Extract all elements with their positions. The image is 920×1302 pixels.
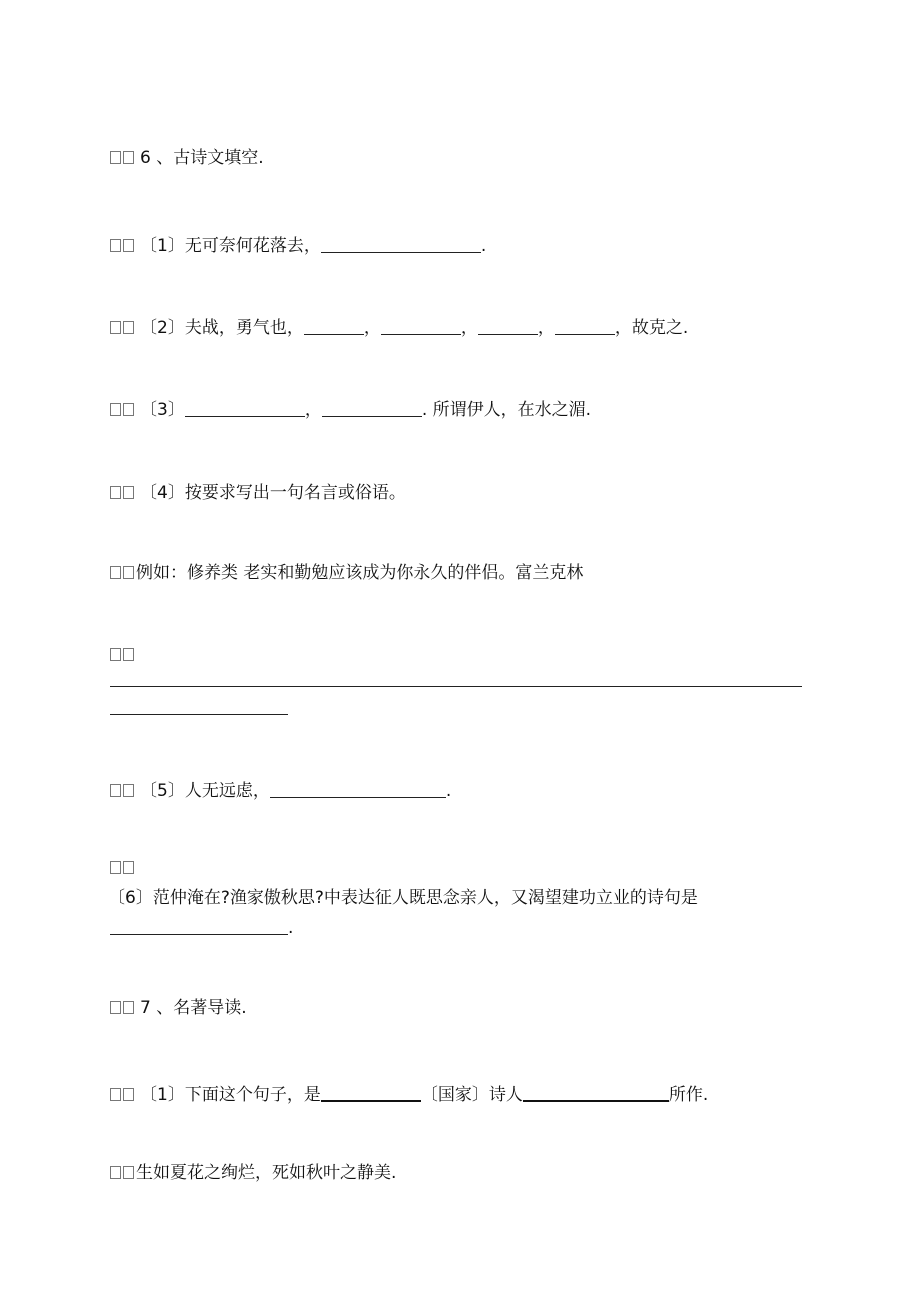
q6-item-2-blank-3[interactable] [478, 318, 538, 335]
q6-item-6-suffix: . [288, 918, 294, 938]
q6-item-3-sep: ， [304, 400, 322, 420]
q6-item-2 [110, 318, 688, 338]
q7-item-1-mid: 〔国家〕诗人 [420, 1085, 523, 1105]
placeholder-glyphs [110, 483, 136, 503]
q6-item-2-blank-4[interactable] [555, 318, 615, 335]
q6-item-5-prefix: 〔5〕人无远虑， [140, 781, 270, 801]
q6-item-1-suffix: . [480, 236, 487, 256]
q6-item-5-blank[interactable] [270, 781, 446, 798]
placeholder-glyphs [110, 781, 136, 801]
q6-item-5 [110, 781, 451, 801]
placeholder-glyphs [110, 998, 136, 1018]
placeholder-glyphs [110, 858, 136, 878]
q6-example-text: 例如：修养类 老实和勤勉应该成为你永久的伴侣。富兰克林 [136, 563, 584, 583]
q6-item-6-answer [110, 918, 293, 938]
q6-item-1 [110, 236, 486, 256]
q7-item-1-blank-poet[interactable] [523, 1084, 669, 1102]
q7-item-1-prefix: 〔1〕下面这个句子，是 [140, 1085, 321, 1105]
q6-item-5-suffix: . [445, 781, 452, 801]
placeholder-glyphs [110, 1085, 136, 1105]
q6-item-3-blank-2[interactable] [322, 400, 422, 417]
q6-item-6-blank[interactable] [110, 918, 288, 935]
placeholder-glyphs [110, 1163, 136, 1183]
placeholder-glyphs [110, 236, 136, 256]
placeholder-glyphs [110, 400, 136, 420]
q6-item-2-sep-1: ， [363, 318, 381, 338]
question-7-title-text: 7 、名著导读. [140, 998, 247, 1018]
q7-quote [110, 1163, 396, 1183]
question-7-title [110, 998, 247, 1018]
q6-item-3-prefix: 〔3〕 [140, 400, 185, 420]
question-6-title [110, 148, 264, 168]
q6-example [110, 563, 583, 583]
q6-item-3-suffix: . 所谓伊人，在水之湄. [421, 400, 592, 420]
q7-item-1-suffix: 所作. [668, 1085, 709, 1105]
q6-item-4 [110, 483, 406, 503]
q6-item-1-blank[interactable] [321, 236, 481, 253]
q6-item-2-sep-2: ， [460, 318, 478, 338]
q6-item-6-marker [110, 858, 140, 878]
placeholder-glyphs [110, 563, 136, 583]
q6-item-2-sep-3: ， [537, 318, 555, 338]
q6-item-3-blank-1[interactable] [185, 400, 305, 417]
q6-item-3 [110, 400, 591, 420]
q7-quote-text: 生如夏花之绚烂，死如秋叶之静美. [136, 1163, 397, 1183]
q6-item-2-blank-1[interactable] [304, 318, 364, 335]
q6-item-2-suffix: ，故克之. [614, 318, 689, 338]
q6-example-answer-line-2[interactable] [110, 714, 288, 715]
placeholder-glyphs [110, 645, 136, 665]
placeholder-glyphs [110, 318, 136, 338]
q6-item-2-prefix: 〔2〕夫战，勇气也， [140, 318, 304, 338]
q6-item-6-text: 〔6〕范仲淹在?渔家傲秋思?中表达征人既思念亲人，又渴望建功立业的诗句是 [108, 888, 698, 908]
question-6-title-text: 6 、古诗文填空. [140, 148, 264, 168]
q6-example-answer-marker [110, 645, 140, 665]
placeholder-glyphs [110, 148, 136, 168]
q6-item-2-blank-2[interactable] [381, 318, 461, 335]
q7-item-1-blank-country[interactable] [321, 1084, 421, 1102]
q6-item-6 [108, 888, 698, 908]
q6-example-answer-line-1[interactable] [110, 686, 802, 687]
q6-item-4-text: 〔4〕按要求写出一句名言或俗语。 [140, 483, 406, 503]
q7-item-1 [110, 1084, 708, 1105]
q6-item-1-prefix: 〔1〕无可奈何花落去， [140, 236, 321, 256]
